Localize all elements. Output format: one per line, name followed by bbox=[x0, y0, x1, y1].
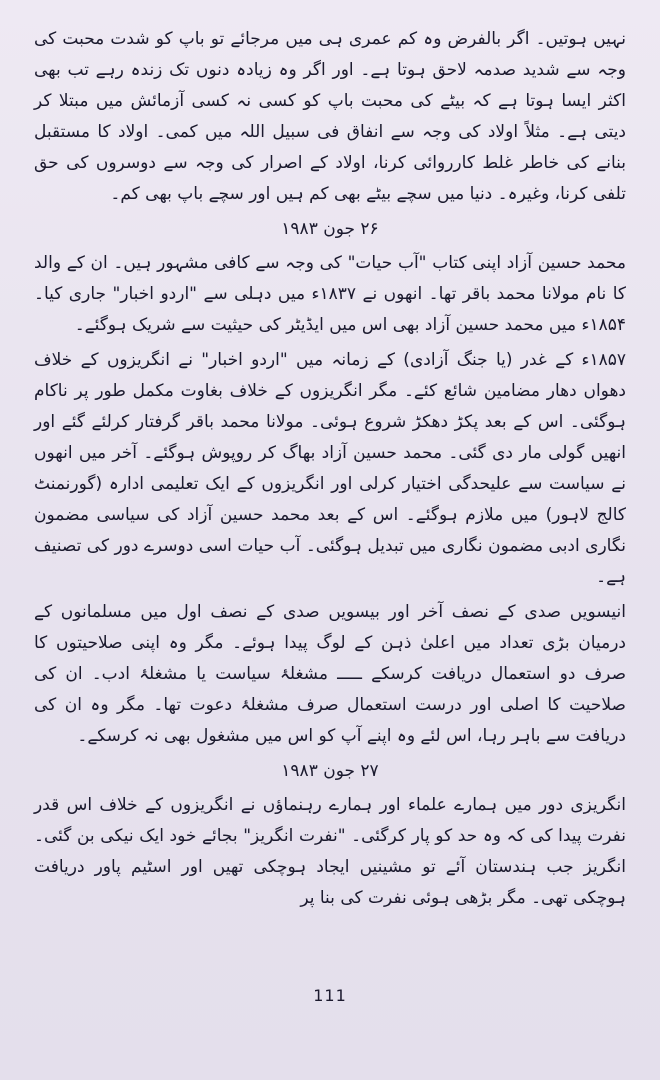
paragraph: نہیں ہوتیں۔ اگر بالفرض وہ کم عمری ہی میں مرجائے تو باپ کو شدت محبت کی وجہ سے شدید صدمہ لاحق ہوتا ہے۔ اور اگر وہ زیادہ دنوں تک زندہ رہے تب بھی اکثر ایسا ہوتا ہے کہ بیٹے کی محبت باپ کو کسی نہ کسی آزمائش میں مبتلا کر دیتی ہے۔ مثلاً اولاد کی وجہ سے انفاق فی سبیل اللہ میں کمی۔ اولاد کا مستقبل بنانے کی خاطر غلط کارروائی کرنا، اولاد کے اصرار کی وجہ سے دوسروں کی حق تلفی کرنا، وغیرہ۔ دنیا میں سچے بیٹے بھی کم ہیں اور سچے باپ بھی کم۔ bbox=[34, 29, 626, 204]
paragraph: انیسویں صدی کے نصف آخر اور بیسویں صدی کے نصف اول میں مسلمانوں کے درمیان بڑی تعداد میں اعلیٰ ذہن کے لوگ پیدا ہوئے۔ مگر وہ اپنی صلاحیتوں کا صرف دو استعمال دریافت کرسکے ـــــ مشغلۂ سیاست یا مشغلۂ ادب۔ ان کی صلاحیت کا اصلی اور درست استعمال صرف مشغلۂ دعوت تھا۔ مگر وہ ان کی دریافت سے باہر رہا، اس لئے وہ اپنے آپ کو اس میں مشغول بھی نہ کرسکے۔ bbox=[34, 602, 626, 746]
paragraph: انگریزی دور میں ہمارے علماء اور ہمارے رہنماؤں نے انگریزوں کے خلاف اس قدر نفرت پیدا کی کہ وہ حد کو پار کرگئی۔ "نفرت انگریز" بجائے خود ایک نیکی بن گئی۔ انگریز جب ہندستان آئے تو مشینیں ایجاد ہوچکی تھیں اور اسٹیم پاور دریافت ہوچکی تھی۔ مگر بڑھی ہوئی نفرت کی بنا پر bbox=[34, 795, 626, 908]
paragraph: محمد حسین آزاد اپنی کتاب "آب حیات" کی وجہ سے کافی مشہور ہیں۔ ان کے والد کا نام مولانا محمد باقر تھا۔ انھوں نے ۱۸۳۷ء میں دہلی سے "اردو اخبار" جاری کیا۔ ۱۸۵۴ء میں محمد حسین آزاد بھی اس میں ایڈیٹر کی حیثیت سے شریک ہوگئے۔ bbox=[34, 253, 627, 335]
page-number: 111 bbox=[313, 986, 347, 1005]
page-text bbox=[34, 24, 626, 914]
paragraph: ۱۸۵۷ء کے غدر (یا جنگ آزادی) کے زمانہ میں "اردو اخبار" نے انگریزوں کے خلاف دھواں دھار مضامین شائع کئے۔ مگر انگریزوں کے خلاف بغاوت مکمل طور پر ناکام ہوگئی۔ اس کے بعد پکڑ دھکڑ شروع ہوئی۔ مولانا محمد باقر گرفتار کرلئے گئے اور انھیں گولی مار دی گئی۔ محمد حسین آزاد بھاگ کر روپوش ہوگئے۔ آخر میں انھوں نے سیاست سے علیحدگی اختیار کرلی اور انگریزوں کے ایک تعلیمی ادارہ (گورنمنٹ کالج لاہور) میں ملازم ہوگئے۔ اس کے بعد محمد حسین آزاد کی سیاسی مضمون نگاری ادبی مضمون نگاری میں تبدیل ہوگئی۔ آب حیات اسی دوسرے دور کی تصنیف ہے۔ bbox=[34, 350, 626, 587]
date-heading: ۲۷ جون ۱۹۸۳ bbox=[281, 761, 379, 781]
date-heading: ۲۶ جون ۱۹۸۳ bbox=[281, 219, 379, 239]
